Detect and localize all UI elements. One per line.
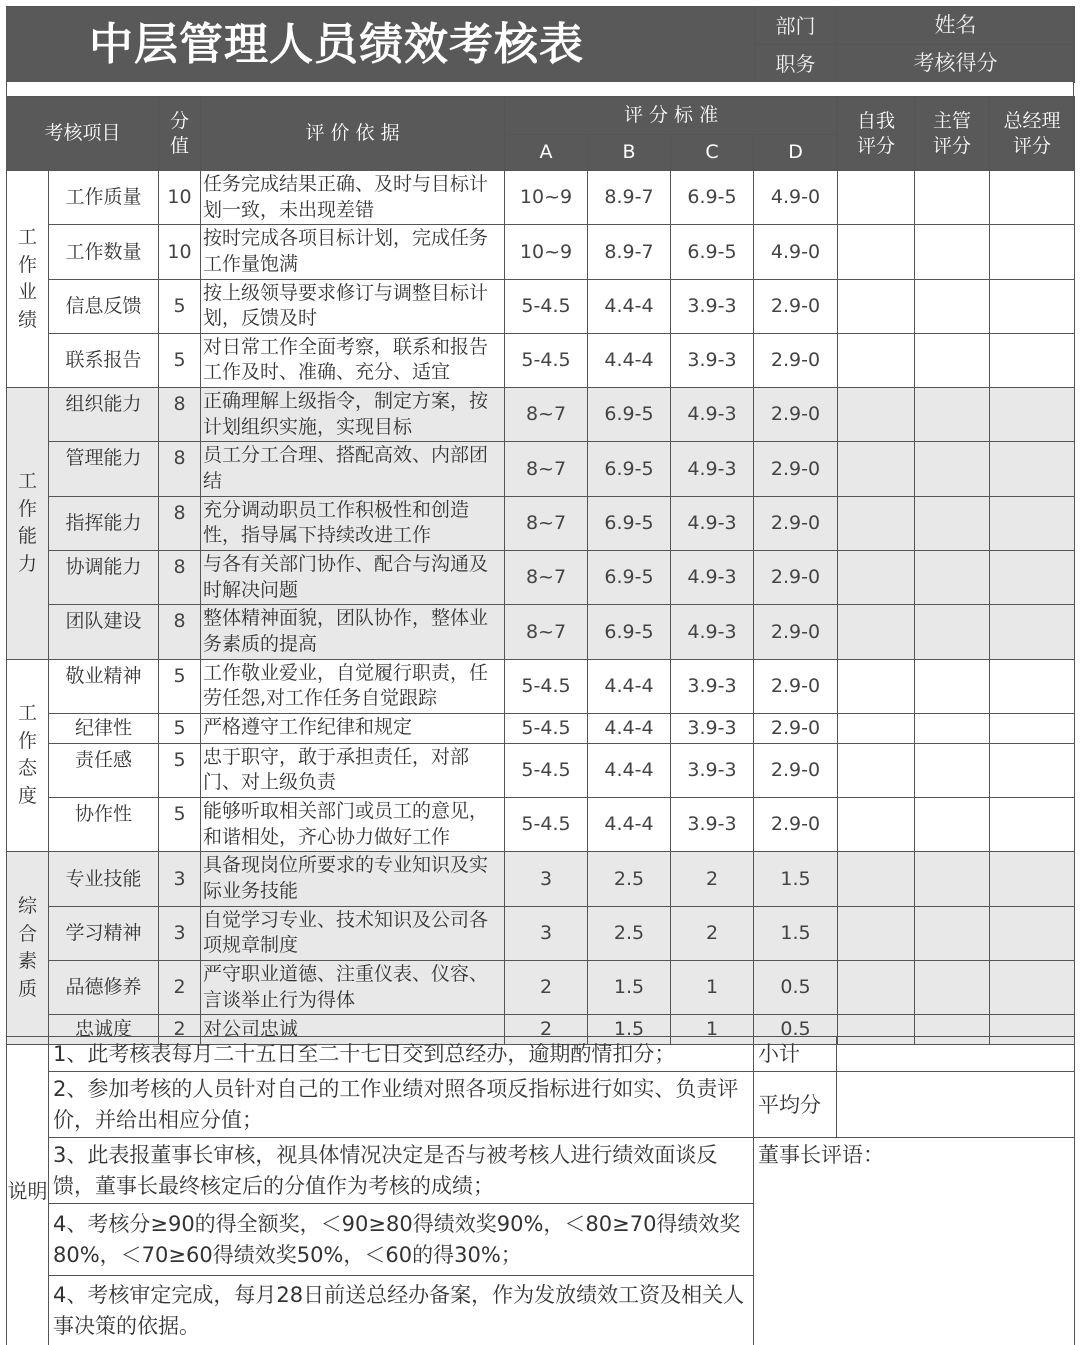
self-score-cell[interactable] bbox=[838, 388, 915, 442]
item-weight: 8 bbox=[159, 550, 201, 604]
header-spacer bbox=[6, 82, 1074, 96]
item-weight: 10 bbox=[159, 171, 201, 225]
self-score-cell[interactable] bbox=[838, 960, 915, 1014]
note-item: 1、此考核表每月二十五日至二十七日交到总经办，逾期酌情扣分； bbox=[49, 1037, 754, 1072]
grade-b: 4.4-4 bbox=[588, 743, 671, 797]
item-weight: 5 bbox=[159, 333, 201, 387]
manager-score-cell[interactable] bbox=[915, 388, 990, 442]
header-table bbox=[6, 6, 1075, 83]
item-name: 团队建设 bbox=[49, 605, 159, 659]
table-row bbox=[7, 713, 1075, 743]
item-weight: 2 bbox=[159, 1015, 201, 1045]
manager-score-cell[interactable] bbox=[915, 852, 990, 906]
grade-b: 8.9-7 bbox=[588, 225, 671, 279]
table-row bbox=[7, 550, 1075, 604]
position-label: 职务 bbox=[755, 45, 837, 83]
gm-score-cell[interactable] bbox=[990, 171, 1075, 225]
subtotal-cell[interactable] bbox=[837, 1037, 1075, 1072]
item-weight: 8 bbox=[159, 388, 201, 442]
grade-d: 1.5 bbox=[754, 852, 838, 906]
col-header-manager-score: 主管 评分 bbox=[915, 97, 990, 171]
item-weight: 5 bbox=[159, 798, 201, 852]
self-score-cell[interactable] bbox=[838, 333, 915, 387]
grade-c: 4.9-3 bbox=[671, 550, 754, 604]
item-weight: 3 bbox=[159, 906, 201, 960]
grade-a: 5-4.5 bbox=[505, 279, 588, 333]
item-weight: 8 bbox=[159, 605, 201, 659]
grade-d: 2.9-0 bbox=[754, 713, 838, 743]
grade-d: 2.9-0 bbox=[754, 388, 838, 442]
grade-c: 2 bbox=[671, 906, 754, 960]
self-score-cell[interactable] bbox=[838, 713, 915, 743]
item-criteria: 员工分工合理、搭配高效、内部团结 bbox=[201, 442, 505, 496]
item-name: 专业技能 bbox=[49, 852, 159, 906]
page-title: 中层管理人员绩效考核表 bbox=[7, 7, 755, 83]
grade-b: 6.9-5 bbox=[588, 496, 671, 550]
item-weight: 5 bbox=[159, 279, 201, 333]
category-label: 工作态度 bbox=[7, 659, 49, 852]
grade-a: 8~7 bbox=[505, 496, 588, 550]
item-criteria: 严格遵守工作纪律和规定 bbox=[201, 713, 505, 743]
manager-score-cell[interactable] bbox=[915, 605, 990, 659]
item-criteria: 能够听取相关部门或员工的意见，和谐相处，齐心协力做好工作 bbox=[201, 798, 505, 852]
score-label: 考核得分 bbox=[837, 45, 1075, 83]
subtotal-label: 小计 bbox=[754, 1037, 837, 1072]
grade-a: 5-4.5 bbox=[505, 333, 588, 387]
item-name: 忠诚度 bbox=[49, 1015, 159, 1045]
item-criteria: 自觉学习专业、技术知识及公司各项规章制度 bbox=[201, 906, 505, 960]
gm-score-cell[interactable] bbox=[990, 333, 1075, 387]
grade-c: 4.9-3 bbox=[671, 388, 754, 442]
item-criteria: 忠于职守，敢于承担责任，对部门、对上级负责 bbox=[201, 743, 505, 797]
item-weight: 3 bbox=[159, 852, 201, 906]
item-name: 协调能力 bbox=[49, 550, 159, 604]
self-score-cell[interactable] bbox=[838, 605, 915, 659]
notes-label: 说明 bbox=[7, 1037, 49, 1345]
table-row bbox=[7, 171, 1075, 225]
gm-score-cell[interactable] bbox=[990, 906, 1075, 960]
gm-score-cell[interactable] bbox=[990, 743, 1075, 797]
item-name: 敬业精神 bbox=[49, 659, 159, 713]
evaluation-table bbox=[6, 96, 1075, 1045]
manager-score-cell[interactable] bbox=[915, 798, 990, 852]
grade-d: 2.9-0 bbox=[754, 743, 838, 797]
manager-score-cell[interactable] bbox=[915, 550, 990, 604]
self-score-cell[interactable] bbox=[838, 550, 915, 604]
item-name: 工作质量 bbox=[49, 171, 159, 225]
table-row bbox=[7, 225, 1075, 279]
item-weight: 8 bbox=[159, 496, 201, 550]
grade-d: 2.9-0 bbox=[754, 550, 838, 604]
item-name: 联系报告 bbox=[49, 333, 159, 387]
item-name: 品德修养 bbox=[49, 960, 159, 1014]
grade-b: 6.9-5 bbox=[588, 388, 671, 442]
grade-a: 8~7 bbox=[505, 605, 588, 659]
item-criteria: 与各有关部门协作、配合与沟通及时解决问题 bbox=[201, 550, 505, 604]
grade-a: 8~7 bbox=[505, 388, 588, 442]
item-name: 管理能力 bbox=[49, 442, 159, 496]
item-name: 信息反馈 bbox=[49, 279, 159, 333]
grade-a: 5-4.5 bbox=[505, 713, 588, 743]
self-score-cell[interactable] bbox=[838, 659, 915, 713]
gm-score-cell[interactable] bbox=[990, 605, 1075, 659]
grade-b: 8.9-7 bbox=[588, 171, 671, 225]
grade-d: 2.9-0 bbox=[754, 279, 838, 333]
self-score-cell[interactable] bbox=[838, 496, 915, 550]
grade-c: 3.9-3 bbox=[671, 798, 754, 852]
manager-score-cell[interactable] bbox=[915, 333, 990, 387]
table-row bbox=[7, 743, 1075, 797]
grade-d: 0.5 bbox=[754, 1015, 838, 1045]
manager-score-cell[interactable] bbox=[915, 960, 990, 1014]
self-score-cell[interactable] bbox=[838, 279, 915, 333]
self-score-cell[interactable] bbox=[838, 852, 915, 906]
gm-score-cell[interactable] bbox=[990, 550, 1075, 604]
grade-b: 1.5 bbox=[588, 960, 671, 1014]
item-weight: 10 bbox=[159, 225, 201, 279]
note-item: 4、考核分≥90的得全额奖，＜90≥80得绩效奖90%，＜80≥70得绩效奖80%，＜70≥60得绩效奖50%，＜60的得30%； bbox=[49, 1204, 754, 1276]
note-item: 4、考核审定完成，每月28日前送总经办备案，作为发放绩效工资及相关人事决策的依据。 bbox=[49, 1276, 754, 1345]
grade-d: 2.9-0 bbox=[754, 659, 838, 713]
col-header-item: 考核项目 bbox=[7, 97, 159, 171]
manager-score-cell[interactable] bbox=[915, 659, 990, 713]
grade-c: 4.9-3 bbox=[671, 442, 754, 496]
manager-score-cell[interactable] bbox=[915, 171, 990, 225]
grade-a-header: A bbox=[505, 135, 588, 171]
gm-score-cell[interactable] bbox=[990, 960, 1075, 1014]
col-header-gm-score: 总经理 评分 bbox=[990, 97, 1075, 171]
grade-b: 6.9-5 bbox=[588, 442, 671, 496]
grade-a: 5-4.5 bbox=[505, 743, 588, 797]
gm-score-cell[interactable] bbox=[990, 852, 1075, 906]
name-label: 姓名 bbox=[837, 7, 1075, 45]
grade-b: 2.5 bbox=[588, 852, 671, 906]
gm-score-cell[interactable] bbox=[990, 388, 1075, 442]
gm-score-cell[interactable] bbox=[990, 798, 1075, 852]
item-weight: 2 bbox=[159, 960, 201, 1014]
grade-a: 8~7 bbox=[505, 550, 588, 604]
note-item: 3、此表报董事长审核，视具体情况决定是否与被考核人进行绩效面谈反馈，董事长最终核定后的分值作为考核的成绩； bbox=[49, 1138, 754, 1204]
col-header-standard: 评 分 标 准 bbox=[505, 97, 838, 135]
gm-score-cell[interactable] bbox=[990, 659, 1075, 713]
manager-score-cell[interactable] bbox=[915, 225, 990, 279]
grade-d: 2.9-0 bbox=[754, 496, 838, 550]
notes-table bbox=[6, 1036, 1075, 1345]
gm-score-cell[interactable] bbox=[990, 496, 1075, 550]
grade-d: 2.9-0 bbox=[754, 333, 838, 387]
grade-d: 4.9-0 bbox=[754, 225, 838, 279]
manager-score-cell[interactable] bbox=[915, 713, 990, 743]
grade-c-header: C bbox=[671, 135, 754, 171]
grade-b: 4.4-4 bbox=[588, 798, 671, 852]
item-criteria: 对日常工作全面考察，联系和报告工作及时、准确、充分、适宜 bbox=[201, 333, 505, 387]
item-weight: 8 bbox=[159, 442, 201, 496]
manager-score-cell[interactable] bbox=[915, 279, 990, 333]
gm-score-cell[interactable] bbox=[990, 225, 1075, 279]
chairman-comment-box[interactable] bbox=[754, 1138, 1075, 1345]
table-row bbox=[7, 605, 1075, 659]
grade-c: 4.9-3 bbox=[671, 605, 754, 659]
self-score-cell[interactable] bbox=[838, 743, 915, 797]
item-name: 纪律性 bbox=[49, 713, 159, 743]
grade-a: 2 bbox=[505, 1015, 588, 1045]
table-row bbox=[7, 333, 1075, 387]
table-row bbox=[7, 906, 1075, 960]
grade-a: 5-4.5 bbox=[505, 659, 588, 713]
item-criteria: 按时完成各项目标计划，完成任务工作量饱满 bbox=[201, 225, 505, 279]
table-row bbox=[7, 279, 1075, 333]
grade-b: 4.4-4 bbox=[588, 279, 671, 333]
item-name: 协作性 bbox=[49, 798, 159, 852]
item-weight: 5 bbox=[159, 743, 201, 797]
grade-d: 4.9-0 bbox=[754, 171, 838, 225]
col-header-criteria: 评 价 依 据 bbox=[201, 97, 505, 171]
table-row bbox=[7, 852, 1075, 906]
grade-a: 3 bbox=[505, 906, 588, 960]
table-row bbox=[7, 960, 1075, 1014]
item-name: 工作数量 bbox=[49, 225, 159, 279]
gm-score-cell[interactable] bbox=[990, 442, 1075, 496]
grade-b: 6.9-5 bbox=[588, 550, 671, 604]
self-score-cell[interactable] bbox=[838, 225, 915, 279]
average-label: 平均分 bbox=[754, 1072, 837, 1138]
grade-b-header: B bbox=[588, 135, 671, 171]
grade-b: 4.4-4 bbox=[588, 333, 671, 387]
table-row bbox=[7, 442, 1075, 496]
item-name: 指挥能力 bbox=[49, 496, 159, 550]
manager-score-cell[interactable] bbox=[915, 496, 990, 550]
grade-a: 2 bbox=[505, 960, 588, 1014]
category-label: 工作业绩 bbox=[7, 171, 49, 388]
department-label: 部门 bbox=[755, 7, 837, 45]
grade-c: 6.9-5 bbox=[671, 225, 754, 279]
grade-d: 0.5 bbox=[754, 960, 838, 1014]
category-label: 工作能力 bbox=[7, 388, 49, 659]
grade-d: 2.9-0 bbox=[754, 798, 838, 852]
category-label: 综合素质 bbox=[7, 852, 49, 1045]
table-row bbox=[7, 798, 1075, 852]
grade-d-header: D bbox=[754, 135, 838, 171]
table-row bbox=[7, 496, 1075, 550]
item-weight: 5 bbox=[159, 713, 201, 743]
grade-b: 4.4-4 bbox=[588, 713, 671, 743]
average-cell[interactable] bbox=[837, 1072, 1075, 1138]
grade-c: 6.9-5 bbox=[671, 171, 754, 225]
item-criteria: 正确理解上级指令，制定方案，按计划组织实施，实现目标 bbox=[201, 388, 505, 442]
grade-c: 1 bbox=[671, 1015, 754, 1045]
grade-a: 10~9 bbox=[505, 171, 588, 225]
table-row bbox=[7, 659, 1075, 713]
manager-score-cell[interactable] bbox=[915, 442, 990, 496]
item-weight: 5 bbox=[159, 659, 201, 713]
item-criteria: 具备现岗位所要求的专业知识及实际业务技能 bbox=[201, 852, 505, 906]
grade-b: 1.5 bbox=[588, 1015, 671, 1045]
grade-a: 3 bbox=[505, 852, 588, 906]
item-name: 组织能力 bbox=[49, 388, 159, 442]
item-name: 责任感 bbox=[49, 743, 159, 797]
grade-b: 2.5 bbox=[588, 906, 671, 960]
grade-c: 3.9-3 bbox=[671, 659, 754, 713]
grade-c: 3.9-3 bbox=[671, 279, 754, 333]
manager-score-cell[interactable] bbox=[915, 906, 990, 960]
grade-b: 6.9-5 bbox=[588, 605, 671, 659]
self-score-cell[interactable] bbox=[838, 171, 915, 225]
item-criteria: 严守职业道德、注重仪表、仪容、言谈举止行为得体 bbox=[201, 960, 505, 1014]
self-score-cell[interactable] bbox=[838, 442, 915, 496]
grade-a: 5-4.5 bbox=[505, 798, 588, 852]
item-criteria: 充分调动职员工作积极性和创造性，指导属下持续改进工作 bbox=[201, 496, 505, 550]
grade-c: 4.9-3 bbox=[671, 496, 754, 550]
grade-b: 4.4-4 bbox=[588, 659, 671, 713]
grade-c: 1 bbox=[671, 960, 754, 1014]
grade-a: 8~7 bbox=[505, 442, 588, 496]
col-header-weight: 分 值 bbox=[159, 97, 201, 171]
grade-d: 2.9-0 bbox=[754, 442, 838, 496]
note-item: 2、参加考核的人员针对自己的工作业绩对照各项反指标进行如实、负责评价，并给出相应分值； bbox=[49, 1072, 754, 1138]
manager-score-cell[interactable] bbox=[915, 743, 990, 797]
self-score-cell[interactable] bbox=[838, 798, 915, 852]
grade-c: 2 bbox=[671, 852, 754, 906]
grade-c: 3.9-3 bbox=[671, 743, 754, 797]
col-header-self-score: 自我 评分 bbox=[838, 97, 915, 171]
item-criteria: 对公司忠诚 bbox=[201, 1015, 505, 1045]
grade-c: 3.9-3 bbox=[671, 333, 754, 387]
gm-score-cell[interactable] bbox=[990, 279, 1075, 333]
gm-score-cell[interactable] bbox=[990, 713, 1075, 743]
item-criteria: 任务完成结果正确、及时与目标计划一致，未出现差错 bbox=[201, 171, 505, 225]
item-name: 学习精神 bbox=[49, 906, 159, 960]
grade-c: 3.9-3 bbox=[671, 713, 754, 743]
table-row bbox=[7, 388, 1075, 442]
item-criteria: 工作敬业爱业，自觉履行职责，任劳任怨,对工作任务自觉跟踪 bbox=[201, 659, 505, 713]
item-criteria: 整体精神面貌，团队协作，整体业务素质的提高 bbox=[201, 605, 505, 659]
chairman-comment-label: 董事长评语： bbox=[758, 1143, 884, 1168]
self-score-cell[interactable] bbox=[838, 906, 915, 960]
item-criteria: 按上级领导要求修订与调整目标计划，反馈及时 bbox=[201, 279, 505, 333]
grade-a: 10~9 bbox=[505, 225, 588, 279]
grade-d: 2.9-0 bbox=[754, 605, 838, 659]
grade-d: 1.5 bbox=[754, 906, 838, 960]
